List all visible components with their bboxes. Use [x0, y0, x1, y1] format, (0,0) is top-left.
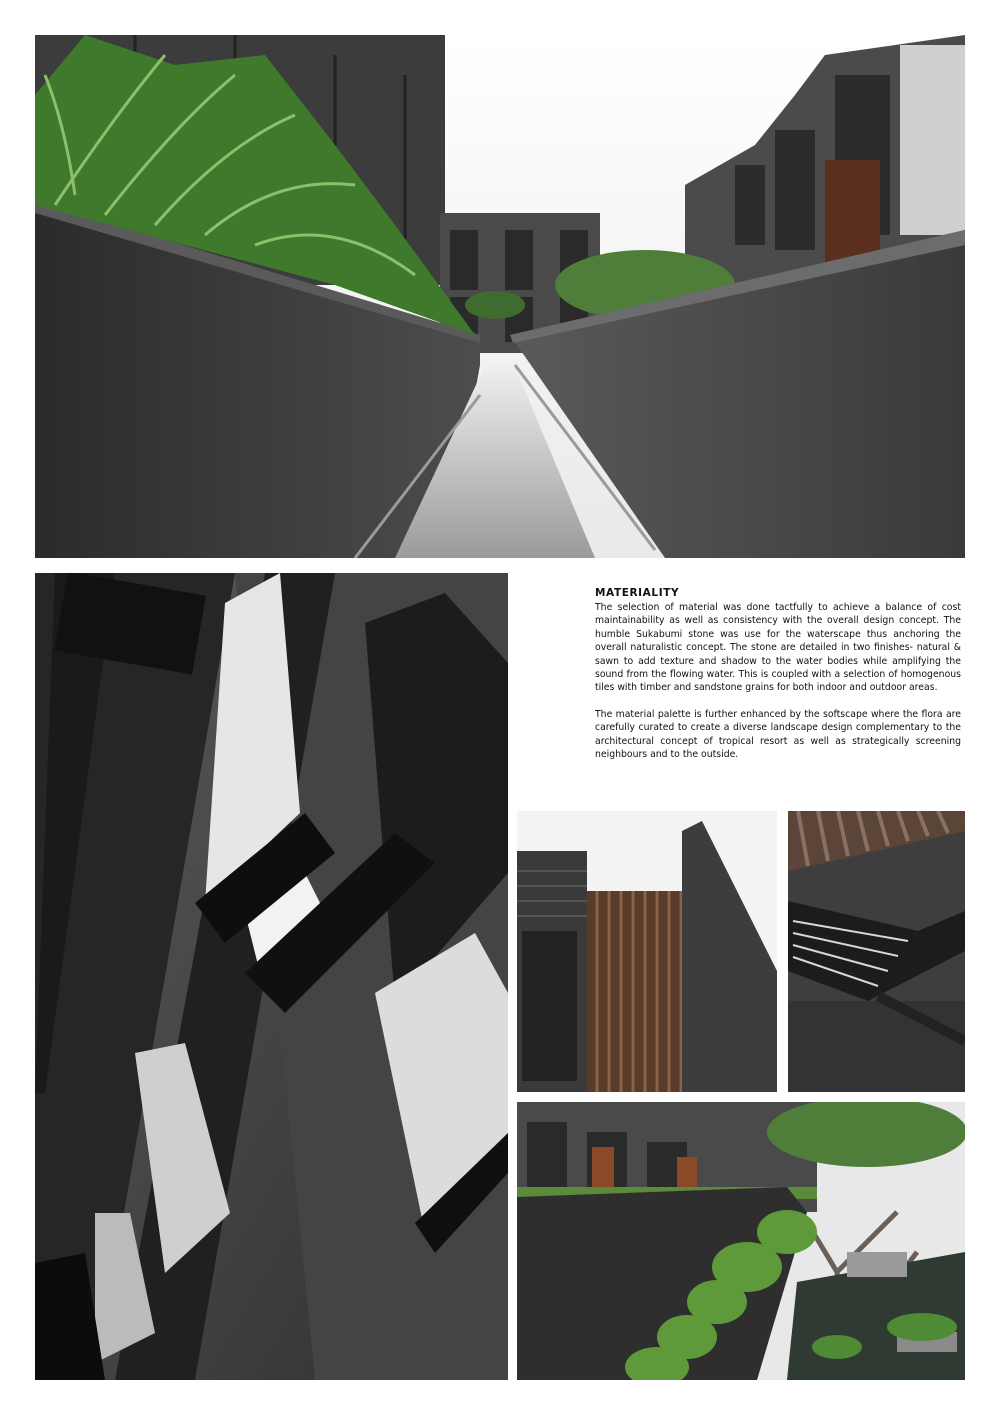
- courtyard-pond-photo: [517, 1102, 965, 1380]
- materiality-paragraph-2: The material palette is further enhanced by the softscape where the flora are carefully curated to create a diverse landscape design complementary to the architectural concept of tropical resort as well as strategically screening neighbours and to the outside.: [595, 708, 961, 761]
- facade-detail-photo: [35, 573, 508, 1380]
- timber-screen-photo: [517, 811, 777, 1092]
- materiality-text-block: [595, 586, 961, 774]
- pergola-photo: [788, 811, 965, 1092]
- materiality-heading: MATERIALITY: [595, 587, 680, 599]
- materiality-paragraph-1: The selection of material was done tactfully to achieve a balance of cost maintainability as well as consistency with the overall design concept. The humble Sukabumi stone was use for the waterscape thus anchoring the overall naturalistic concept. The stone are detailed in two finishes- natural & sawn to add texture and shadow to the water bodies while amplifying the sound from the flowing water. This is coupled with a selection of homogenous tiles with timber and sandstone grains for both indoor and outdoor areas.: [595, 602, 961, 694]
- corridor-photo: [35, 35, 965, 558]
